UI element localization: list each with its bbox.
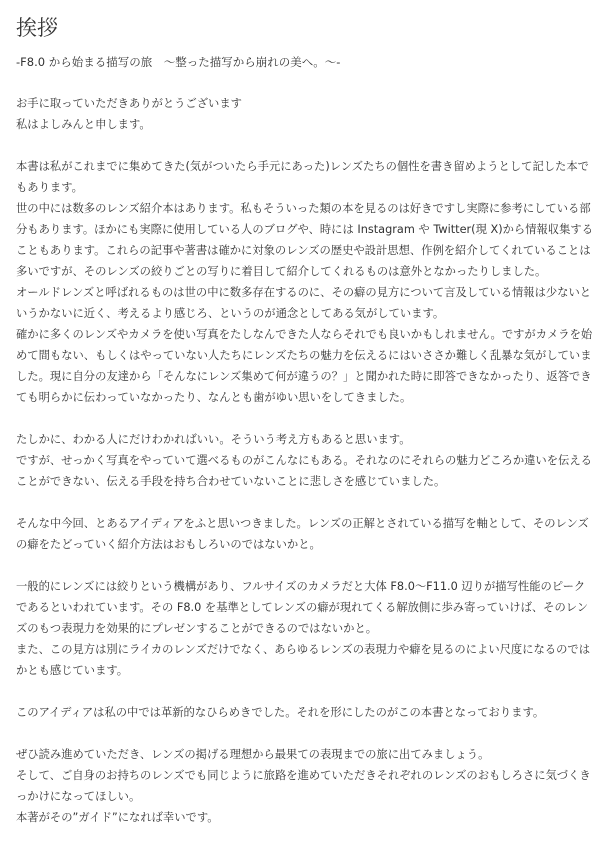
page-subtitle: -F8.0 から始まる描写の旅 ～整った描写から崩れの美へ。～-: [16, 55, 341, 69]
text-line: 一般的にレンズには絞りという機構があり、フルサイズのカメラだと大体 F8.0～F11.0 辺りが描写性能のピークであるといわれています。その F8.0 を基準としてレンズの癖が現れてくる解放側に歩み寄っていけば、そのレンズのもつ表現力を効果的にプレゼンすることができるのではないかと。: [16, 580, 589, 635]
text-line: ですが、せっかく写真をやっていて選べるものがこんなにもある。それなのにそれらの魅力どころか違いを伝えることができない、伝える手段を持ち合わせていないことに悲しさを感じていました。: [16, 454, 592, 488]
text-line: 確かに多くのレンズやカメラを使い写真をたしなんできた人ならそれでも良いかもしれません。ですがカメラを始めて間もない、もしくはやっていない人たちにレンズたちの魅力を伝えるにはいささか難しく乱暴な気がしていました。現に自分の友達から「そんなにレンズ集めて何が違うの？」と聞かれた時に即答できなかったり、返答できても明らかに伝わっていなかったり、なんとも歯がゆい思いをしてきました。: [16, 328, 593, 404]
paragraph-idea: [16, 513, 596, 555]
paragraph-aperture: [16, 576, 596, 681]
text-line: そして、ご自身のお持ちのレンズでも同じように旅路を進めていただきそれぞれのレンズのおもしろさに気づくきっかけになってほしい。: [16, 769, 591, 803]
text-line: たしかに、わかる人にだけわかればいい。そういう考え方もあると思います。: [16, 433, 411, 446]
text-line: 私はよしみんと申します。: [16, 118, 151, 131]
text-line: 世の中には数多のレンズ紹介本はあります。私もそういった類の本を見るのは好きですし実際に参考にしている部分もあります。ほかにも実際に使用している人のブログや、時には Instagram や Twitter(現 X)から情報収集することもあります。これらの記事や著書は確かに対象のレンズの歴史や設計思想、作例を紹介してくれていることは多いですが、そのレンズの絞りごとの写りに着目して紹介してくれるものは意外となかったりしました。: [16, 202, 594, 278]
text-line: また、この見方は別にライカのレンズだけでなく、あらゆるレンズの表現力や癖を見るのによい尺度になるのではかとも感じています。: [16, 643, 590, 677]
text-line: ぜひ読み進めていただき、レンズの掲げる理想から最果ての表現までの旅に出てみましょう。: [16, 748, 490, 761]
text-line: お手に取っていただきありがとうございます: [16, 97, 242, 110]
paragraph-about-book: [16, 156, 596, 408]
text-line: オールドレンズと呼ばれるものは世の中に数多存在するのに、その癖の見方について言及している情報は少ないというかないに近く、考えるより感じろ、というのが通念としてある気がしています。: [16, 286, 592, 320]
text-line: 本著がその”ガイド”になれば幸いです。: [16, 811, 219, 824]
paragraph-closing: [16, 744, 596, 828]
text-line: そんな中今回、とあるアイディアをふと思いつきました。レンズの正解とされている描写を軸として、そのレンズの癖をたどっていく紹介方法はおもしろいのではないかと。: [16, 517, 589, 551]
paragraph-innovation: [16, 702, 596, 723]
text-line: このアイディアは私の中では革新的なひらめきでした。それを形にしたのがこの本書となっております。: [16, 706, 545, 719]
paragraph-greeting: [16, 93, 596, 135]
text-line: 本書は私がこれまでに集めてきた(気がついたら手元にあった)レンズたちの個性を書き留めようとして記した本でもあります。: [16, 160, 589, 194]
paragraph-understanding: [16, 429, 596, 492]
page-title: 挨拶: [16, 16, 58, 40]
